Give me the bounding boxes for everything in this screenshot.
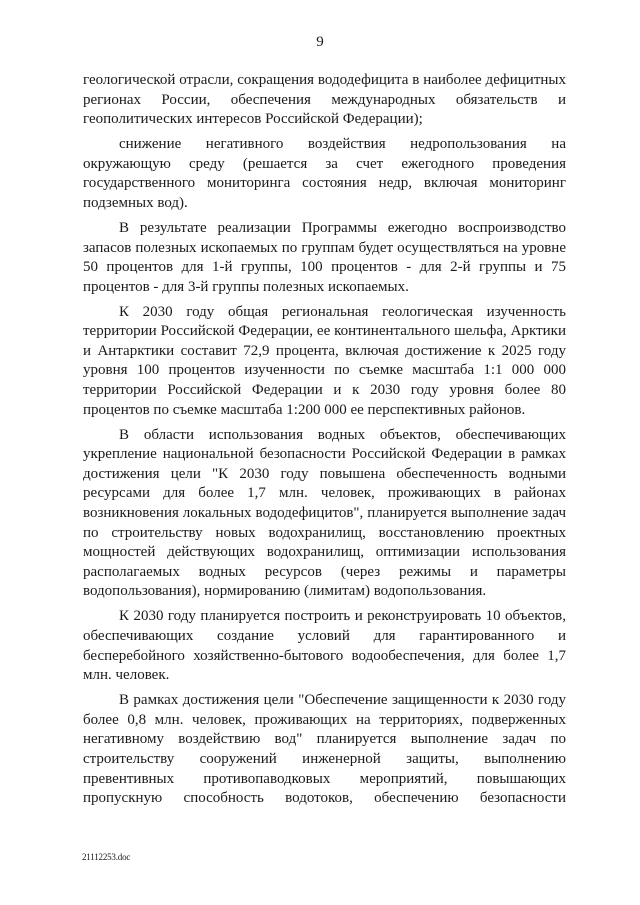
- paragraph-flood-protection: В рамках достижения цели "Обеспечение защищенности к 2030 году более 0,8 млн. человек, проживающих на территориях, подверженных негативному воздействию вод" планируется выполнение задач по строительству сооружений инженерной защиты, выполнению превентивных противопаводковых мероприятий, повышающих пропускную способность водотоков, обеспечению безопасности: [83, 692, 566, 807]
- document-body: [83, 71, 566, 814]
- page-number: 9: [316, 34, 324, 50]
- document-footer: 21112253.doc: [82, 852, 131, 862]
- paragraph-reserves-reproduction: В результате реализации Программы ежегодно воспроизводство запасов полезных ископаемых по группам будет осуществляться на уровне 50 процентов для 1-й группы, 100 процентов - для 2-й группы и 75 процентов - для 3-й группы полезных ископаемых.: [83, 219, 566, 295]
- paragraph-water-supply-objects: К 2030 году планируется построить и реконструировать 10 объектов, обеспечивающих создание условий для гарантированного и бесперебойного хозяйственно-бытового водообеспечения, для более 1,7 млн. человек.: [83, 608, 566, 684]
- paragraph-continuation: геологической отрасли, сокращения вододефицита в наиболее дефицитных регионах России, обеспечения международных обязательств и геополитических интересов Российской Федерации);: [83, 72, 566, 128]
- paragraph-water-objects: В области использования водных объектов, обеспечивающих укрепление национальной безопасности Российской Федерации в рамках достижения цели "К 2030 году повышена обеспеченность водными ресурсами для более 1,7 млн. человек, проживающих в районах возникновения локальных вододефицитов", планируется выполнение задач по строительству новых водохранилищ, восстановлению проектных мощностей действующих водохранилищ, оптимизации использования располагаемых водных ресурсов (через режимы и параметры водопользования), нормированию (лимитам) водопользования.: [83, 426, 566, 600]
- paragraph-geological-study: К 2030 году общая региональная геологическая изученность территории Российской Федерации, ее континентального шельфа, Арктики и Антарктики составит 72,9 процента, включая достижение к 2025 году уровня 100 процентов изученности по съемке масштаба 1:1 000 000 территории Российской Федерации и к 2030 году уровня более 80 процентов по съемке масштаба 1:200 000 ее перспективных районов.: [83, 303, 566, 418]
- paragraph-negative-impact: снижение негативного воздействия недропользования на окружающую среду (решается за счет ежегодного проведения государственного мониторинга состояния недр, включая мониторинг подземных вод).: [83, 136, 566, 211]
